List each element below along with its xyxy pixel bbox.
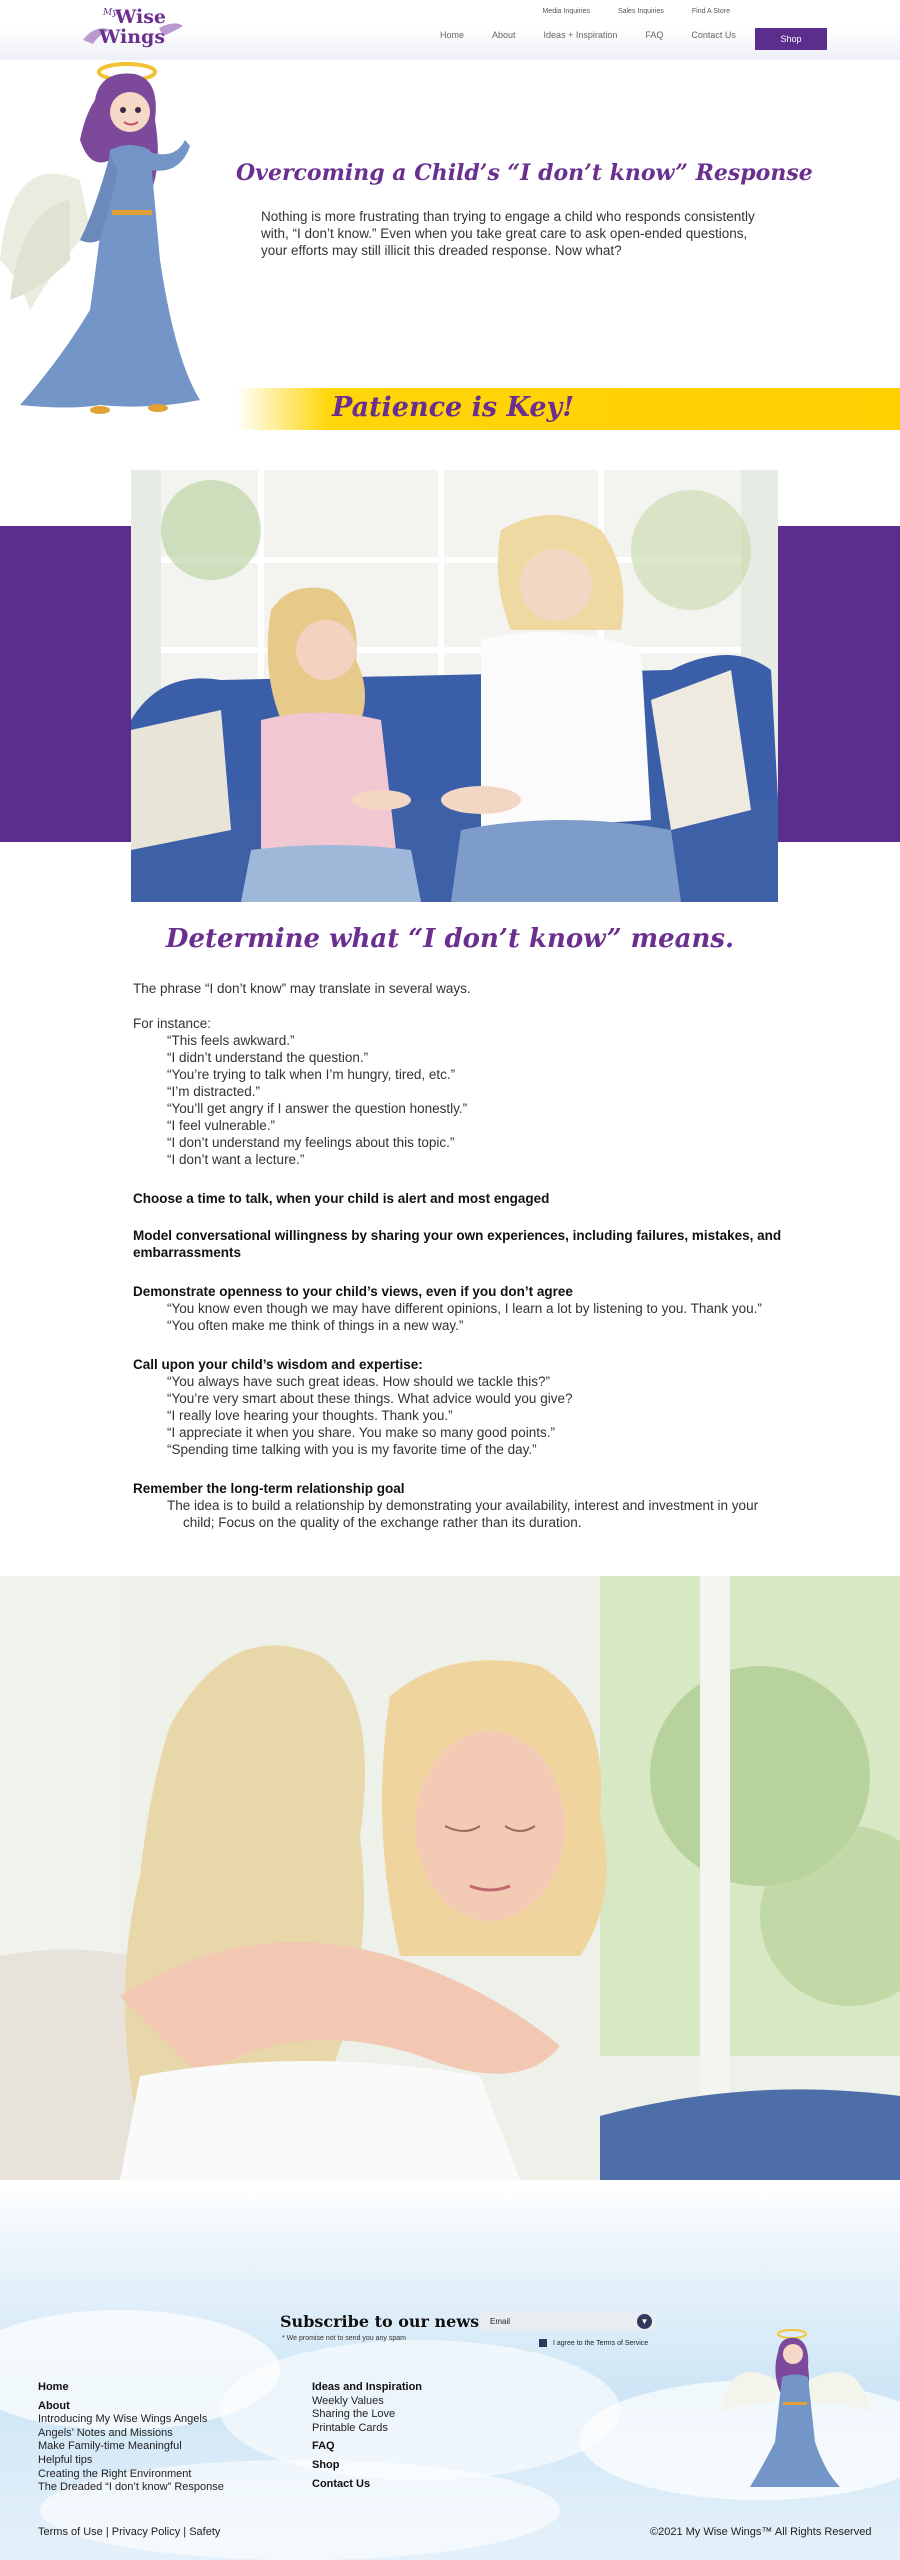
footer [0, 2180, 900, 2560]
logo[interactable] [75, 6, 185, 50]
mother-daughter-hug-photo [0, 1576, 900, 2180]
footer-angel-illustration [720, 2322, 870, 2492]
instance-item: “You’ll get angry if I answer the question honestly.” [167, 1101, 468, 1116]
footer-link[interactable]: Introducing My Wise Wings Angels [38, 2413, 208, 2426]
top-links [542, 8, 730, 15]
footer-shop-link[interactable]: Shop [312, 2458, 340, 2471]
instance-item: “I didn’t understand the question.” [167, 1050, 369, 1065]
footer-col-2 [312, 2381, 422, 2491]
patience-banner-text: Patience is Key! [332, 392, 575, 423]
openness-quote: “You know even though we may have different opinions, I learn a lot by listening to you. Thank you.” [167, 1301, 762, 1316]
logo-my: My [103, 8, 118, 18]
for-instance-label: For instance: [133, 1016, 212, 1031]
heading-wisdom: Call upon your child’s wisdom and expertise: [133, 1357, 423, 1372]
footer-link[interactable]: Sharing the Love [312, 2408, 396, 2421]
instance-item: “You’re trying to talk when I’m hungry, tired, etc.” [167, 1067, 456, 1082]
heading-goal: Remember the long-term relationship goal [133, 1481, 405, 1496]
footer-link[interactable]: Helpful tips [38, 2453, 93, 2466]
heading-choose-time: Choose a time to talk, when your child is alert and most engaged [133, 1191, 550, 1206]
nav-contact[interactable]: Contact Us [691, 30, 736, 40]
footer-link[interactable]: Make Family-time Meaningful [38, 2440, 182, 2453]
terms-checkbox[interactable] [539, 2339, 648, 2347]
wisdom-quote: “Spending time talking with you is my favorite time of the day.” [167, 1442, 537, 1457]
intro-text: The phrase “I don’t know” may translate in several ways. [133, 981, 471, 996]
logo-wise: Wise [115, 6, 167, 28]
angel-illustration [0, 60, 210, 420]
mother-daughter-talking-photo [131, 470, 778, 902]
wisdom-quote: “You’re very smart about these things. What advice would you give? [167, 1391, 573, 1406]
nav-home[interactable]: Home [440, 30, 465, 40]
footer-ideas-link[interactable]: Ideas and Inspiration [312, 2381, 423, 2393]
subscribe-note: * We promise not to send you any spam [282, 2335, 406, 2342]
sales-inquiries-link[interactable]: Sales Inquiries [617, 8, 664, 15]
article-content [133, 980, 793, 1531]
footer-link[interactable]: The Dreaded “I don’t know” Response [38, 2481, 224, 2494]
logo-wings: Wings [99, 26, 166, 48]
copyright: ©2021 My Wise Wings™ All Rights Reserved [650, 2526, 872, 2538]
main-nav [440, 30, 802, 44]
footer-legal-links[interactable]: Terms of Use | Privacy Policy | Safety [38, 2526, 221, 2538]
footer-link[interactable]: Creating the Right Environment [38, 2467, 192, 2480]
terms-label: I agree to the Terms of Service [553, 2339, 649, 2347]
shop-button[interactable]: Shop [755, 28, 827, 50]
openness-quote: “You often make me think of things in a new way.” [167, 1318, 464, 1333]
footer-link[interactable]: Printable Cards [312, 2421, 388, 2434]
footer-about-link[interactable]: About [38, 2399, 70, 2412]
find-a-store-link[interactable]: Find A Store [691, 8, 730, 15]
footer-link[interactable]: Angels’ Notes and Missions [38, 2426, 173, 2439]
wisdom-quote: “I really love hearing your thoughts. Thank you.” [167, 1408, 453, 1423]
subscribe-title: Subscribe to our news [280, 2312, 480, 2331]
nav-faq[interactable]: FAQ [645, 30, 664, 40]
submit-arrow-icon[interactable]: ▼ [637, 2314, 652, 2329]
footer-home-link[interactable]: Home [38, 2381, 69, 2393]
media-inquiries-link[interactable]: Media Inquiries [542, 8, 590, 15]
email-input[interactable]: Email [480, 2312, 655, 2330]
footer-contact-link[interactable]: Contact Us [312, 2477, 371, 2490]
footer-faq-link[interactable]: FAQ [312, 2440, 335, 2453]
patience-banner [236, 388, 900, 430]
goal-text: The idea is to build a relationship by demonstrating your availability, interest and investment in your child; Focus on the quality of the exchange rather than its duration. [167, 1498, 759, 1530]
heading-model: Model conversational willingness by sharing your own experiences, including failures, mistakes, and embarrassments [133, 1228, 782, 1260]
nav-about[interactable]: About [492, 30, 516, 40]
checkbox-icon[interactable] [539, 2339, 547, 2347]
wisdom-quote: “You always have such great ideas. How should we tackle this?” [167, 1374, 550, 1389]
instance-item: “I don’t understand my feelings about this topic.” [167, 1135, 455, 1150]
hero-title: Overcoming a Child’s “I don’t know” Response [236, 160, 813, 186]
footer-col-1 [38, 2381, 224, 2495]
section-title: Determine what “I don’t know” means. [165, 924, 735, 954]
hero-text: Nothing is more frustrating than trying to engage a child who responds consistently with, “I don’t know.” Even when you take great care to ask open-ended questions, your efforts may still illicit this dreaded response. Now what? [261, 209, 755, 258]
instance-item: “I’m distracted.” [167, 1084, 261, 1099]
wisdom-quote: “I appreciate it when you share. You make so many good points.” [167, 1425, 555, 1440]
footer-link[interactable]: Weekly Values [312, 2394, 384, 2407]
instance-item: “This feels awkward.” [167, 1033, 295, 1048]
instance-item: “I don’t want a lecture.” [167, 1152, 305, 1167]
nav-ideas[interactable]: Ideas + Inspiration [543, 30, 618, 40]
heading-openness: Demonstrate openness to your child’s views, even if you don’t agree [133, 1284, 573, 1299]
instance-item: “I feel vulnerable.” [167, 1118, 276, 1133]
